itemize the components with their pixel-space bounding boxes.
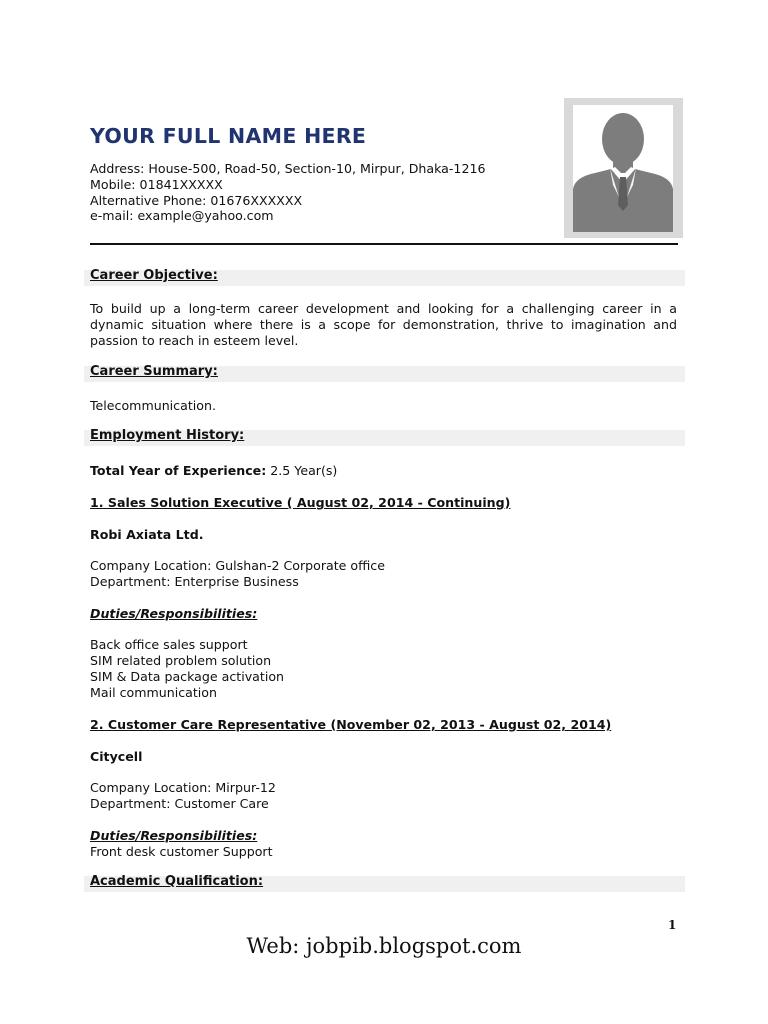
duty-item: Back office sales support <box>90 637 248 652</box>
total-experience <box>90 463 337 479</box>
employment-history-section <box>84 430 685 446</box>
total-experience-label: Total Year of Experience: <box>90 463 267 478</box>
employment-history-heading: Employment History: <box>90 428 245 443</box>
company-location: Company Location: Mirpur-12 <box>90 780 276 795</box>
career-objective-heading: Career Objective: <box>90 268 218 283</box>
duty-item: Mail communication <box>90 685 217 700</box>
career-objective-text: To build up a long-term career development and looking for a challenging career in a dynamic situation where there is a scope for demonstration, thrive to imagination and passion to reach in esteem level. <box>90 301 677 348</box>
company-name: Robi Axiata Ltd. <box>90 527 204 542</box>
alt-phone-line: Alternative Phone: 01676XXXXXX <box>90 192 303 208</box>
department: Department: Customer Care <box>90 796 269 811</box>
duties-heading: Duties/Responsibilities: <box>90 606 258 621</box>
company-name: Citycell <box>90 749 143 764</box>
email-line: e-mail: example@yahoo.com <box>90 208 274 224</box>
full-name-heading: YOUR FULL NAME HERE <box>90 124 367 148</box>
duty-item: Front desk customer Support <box>90 844 273 859</box>
career-summary-section <box>84 366 685 382</box>
duty-item: SIM & Data package activation <box>90 669 285 684</box>
total-experience-value: 2.5 Year(s) <box>266 463 338 478</box>
person-silhouette-icon <box>573 105 673 232</box>
career-objective-section <box>84 270 685 286</box>
duty-item: SIM related problem solution <box>90 653 272 668</box>
career-summary-text: Telecommunication. <box>90 398 216 413</box>
page-number: 1 <box>668 918 677 932</box>
address-line: Address: House-500, Road-50, Section-10, Mirpur, Dhaka-1216 <box>90 161 486 176</box>
company-location: Company Location: Gulshan-2 Corporate office <box>90 558 385 573</box>
mobile-line: Mobile: 01841XXXXX <box>90 176 223 192</box>
job-title: 2. Customer Care Representative (November 02, 2013 - August 02, 2014) <box>90 717 612 732</box>
job-title: 1. Sales Solution Executive ( August 02, 2014 - Continuing) <box>90 495 511 510</box>
profile-photo-placeholder <box>573 105 673 232</box>
duties-heading: Duties/Responsibilities: <box>90 828 258 843</box>
header-divider <box>90 243 678 245</box>
footer-website: Web: jobpib.blogspot.com <box>246 934 522 958</box>
department: Department: Enterprise Business <box>90 574 299 589</box>
academic-qualification-heading: Academic Qualification: <box>90 874 264 889</box>
academic-qualification-section <box>84 876 685 892</box>
contact-block <box>90 161 485 224</box>
profile-photo-frame <box>564 98 683 238</box>
career-summary-heading: Career Summary: <box>90 364 218 379</box>
